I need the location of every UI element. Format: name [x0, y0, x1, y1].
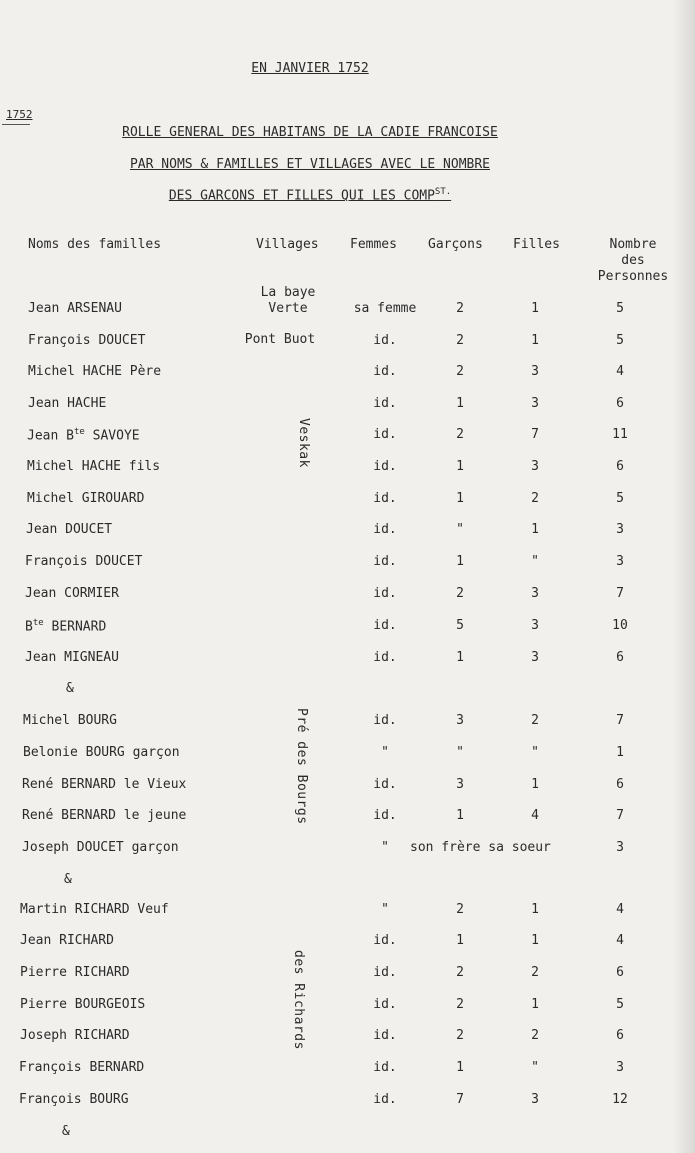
filles-cell: 4 [531, 808, 539, 823]
table-row [0, 777, 695, 797]
family-name: Jean HACHE [28, 396, 107, 411]
filles-cell: 2 [531, 491, 539, 506]
title-line-3: DES GARCONS ET FILLES QUI LES $COMP^{ST.}$ [168, 187, 452, 204]
column-header-femmes: Femmes [350, 237, 397, 252]
femme-cell: " [381, 902, 389, 917]
femme-cell: id. [373, 965, 397, 980]
family-name: $B^{te}$ BERNARD [25, 618, 107, 635]
garcons-cell: 1 [456, 554, 464, 569]
family-name: François BERNARD [19, 1060, 145, 1075]
femme-cell: id. [373, 933, 397, 948]
village-pont-buot: Pont Buot [244, 332, 316, 347]
femme-cell: id. [373, 1060, 397, 1075]
total-cell: 5 [616, 491, 624, 506]
family-name: Jean MIGNEAU [25, 650, 119, 665]
filles-cell: 1 [531, 301, 539, 316]
femme-cell: id. [373, 1092, 397, 1107]
garcons-cell: 2 [456, 997, 464, 1012]
garcons-cell: 1 [456, 933, 464, 948]
total-cell: 10 [612, 618, 628, 633]
filles-cell: 1 [531, 522, 539, 537]
table-row [0, 364, 695, 384]
garcons-cell: 2 [456, 1028, 464, 1043]
table-row [0, 713, 695, 733]
family-name: Jean CORMIER [25, 586, 119, 601]
table-row [0, 650, 695, 670]
filles-cell: " [531, 554, 539, 569]
table-row [0, 965, 695, 985]
total-cell: 6 [616, 459, 624, 474]
family-name: Jean DOUCET [26, 522, 113, 537]
femme-cell: id. [373, 808, 397, 823]
total-cell: 5 [616, 333, 624, 348]
filles-cell: 2 [531, 1028, 539, 1043]
filles-cell: 3 [531, 396, 539, 411]
garcons-cell: " [456, 522, 464, 537]
family-name: Joseph RICHARD [20, 1028, 130, 1043]
femme-cell: id. [373, 777, 397, 792]
total-cell: 4 [616, 364, 624, 379]
village-veskak: Veskak [296, 418, 311, 468]
table-row [0, 459, 695, 479]
filles-cell: 1 [531, 777, 539, 792]
total-cell: 1 [616, 745, 624, 760]
total-cell: 12 [612, 1092, 628, 1107]
total-cell: 4 [616, 933, 624, 948]
village-des-richards: des Richards [291, 950, 306, 1050]
filles-cell: 7 [531, 427, 539, 442]
garcons-cell: " [456, 745, 464, 760]
femme-cell: id. [373, 586, 397, 601]
total-cell: 5 [616, 301, 624, 316]
table-row [0, 902, 695, 922]
family-name: Joseph DOUCET garçon [22, 840, 179, 855]
table-row [0, 618, 695, 638]
column-header-filles: Filles [513, 237, 560, 252]
garcons-cell: 2 [456, 902, 464, 917]
total-cell: 6 [616, 396, 624, 411]
family-name: René BERNARD le Vieux [22, 777, 187, 792]
column-header-garcons: Garçons [428, 237, 483, 252]
table-row [0, 1092, 695, 1112]
ampersand-separator: & [66, 681, 74, 696]
table-row [0, 933, 695, 953]
table-row [0, 997, 695, 1017]
filles-cell: 3 [531, 618, 539, 633]
ampersand-separator: & [62, 1124, 70, 1139]
femme-cell: id. [373, 427, 397, 442]
femme-cell: id. [373, 554, 397, 569]
table-row [0, 1028, 695, 1048]
note-cell: son frère sa soeur [410, 840, 551, 855]
garcons-cell: 7 [456, 1092, 464, 1107]
femme-cell: id. [373, 491, 397, 506]
total-cell: 3 [616, 554, 624, 569]
family-name: Michel HACHE fils [27, 459, 161, 474]
femme-cell: id. [373, 522, 397, 537]
femme-cell: id. [373, 396, 397, 411]
table-row [0, 586, 695, 606]
family-name: René BERNARD le jeune [22, 808, 187, 823]
filles-cell: " [531, 1060, 539, 1075]
filles-cell: 1 [531, 902, 539, 917]
family-name: François DOUCET [25, 554, 143, 569]
garcons-cell: 1 [456, 808, 464, 823]
garcons-cell: 2 [456, 364, 464, 379]
total-cell: 7 [616, 713, 624, 728]
femme-cell: id. [373, 618, 397, 633]
family-name: Belonie BOURG garçon [23, 745, 180, 760]
family-name: Martin RICHARD Veuf [20, 902, 169, 917]
filles-cell: 2 [531, 713, 539, 728]
total-cell: 6 [616, 650, 624, 665]
garcons-cell: 2 [456, 965, 464, 980]
table-row [0, 1060, 695, 1080]
table-row [0, 840, 695, 860]
total-cell: 7 [616, 808, 624, 823]
femme-cell: sa femme [353, 301, 417, 316]
family-name: François BOURG [19, 1092, 129, 1107]
femme-cell: " [381, 745, 389, 760]
femme-cell: id. [373, 459, 397, 474]
femme-cell: id. [373, 650, 397, 665]
family-name: Pierre RICHARD [20, 965, 130, 980]
femme-cell: id. [373, 713, 397, 728]
filles-cell: 3 [531, 364, 539, 379]
garcons-cell: 1 [456, 650, 464, 665]
femme-cell: id. [373, 364, 397, 379]
total-cell: 6 [616, 1028, 624, 1043]
column-header-total: Nombre des Personnes [597, 237, 669, 284]
garcons-cell: 3 [456, 713, 464, 728]
table-row [0, 522, 695, 542]
femme-cell: " [381, 840, 389, 855]
filles-cell: 3 [531, 1092, 539, 1107]
family-name: Jean $B^{te}$ SAVOYE [27, 427, 140, 444]
garcons-cell: 2 [456, 427, 464, 442]
table-row [0, 333, 695, 353]
femme-cell: id. [373, 997, 397, 1012]
table-row [0, 427, 695, 447]
total-cell: 4 [616, 902, 624, 917]
garcons-cell: 1 [456, 459, 464, 474]
garcons-cell: 1 [456, 1060, 464, 1075]
title-superscript: ST. [434, 187, 452, 197]
femme-cell: id. [373, 333, 397, 348]
title-line-1: ROLLE GENERAL DES HABITANS DE LA CADIE FRANCOISE [122, 125, 498, 140]
family-name: Michel BOURG [23, 713, 117, 728]
family-name: François DOUCET [28, 333, 146, 348]
title-line-2: PAR NOMS & FAMILLES ET VILLAGES AVEC LE NOMBRE [129, 157, 491, 172]
total-cell: 3 [616, 840, 624, 855]
filles-cell: 2 [531, 965, 539, 980]
total-cell: 5 [616, 997, 624, 1012]
garcons-cell: 5 [456, 618, 464, 633]
garcons-cell: 2 [456, 333, 464, 348]
family-name: Jean RICHARD [20, 933, 114, 948]
ampersand-separator: & [64, 872, 72, 887]
garcons-cell: 2 [456, 586, 464, 601]
table-row [0, 808, 695, 828]
document-date: EN JANVIER 1752 [251, 61, 369, 76]
column-header-villages: Villages [256, 237, 319, 252]
garcons-cell: 1 [456, 491, 464, 506]
filles-cell: 1 [531, 333, 539, 348]
femme-cell: id. [373, 1028, 397, 1043]
filles-cell: 1 [531, 997, 539, 1012]
total-cell: 6 [616, 777, 624, 792]
family-name: Michel HACHE Père [28, 364, 162, 379]
margin-year-note: 1752 [6, 108, 33, 121]
family-name: Pierre BOURGEOIS [20, 997, 146, 1012]
garcons-cell: 1 [456, 396, 464, 411]
table-row [0, 396, 695, 416]
garcons-cell: 3 [456, 777, 464, 792]
table-row [0, 301, 695, 321]
filles-cell: 3 [531, 459, 539, 474]
filles-cell: " [531, 745, 539, 760]
family-name: Jean ARSENAU [28, 301, 122, 316]
total-cell: 3 [616, 522, 624, 537]
village-la-baye-verte: La baye Verte [260, 285, 316, 316]
table-row [0, 745, 695, 765]
total-cell: 11 [612, 427, 628, 442]
village-pre-des-bourgs: Pré des Bourgs [294, 708, 309, 825]
filles-cell: 3 [531, 586, 539, 601]
table-row [0, 554, 695, 574]
garcons-cell: 2 [456, 301, 464, 316]
filles-cell: 3 [531, 650, 539, 665]
family-name: Michel GIROUARD [27, 491, 145, 506]
total-cell: 6 [616, 965, 624, 980]
total-cell: 7 [616, 586, 624, 601]
table-row [0, 491, 695, 511]
total-cell: 3 [616, 1060, 624, 1075]
filles-cell: 1 [531, 933, 539, 948]
column-header-names: Noms des familles [28, 237, 162, 252]
